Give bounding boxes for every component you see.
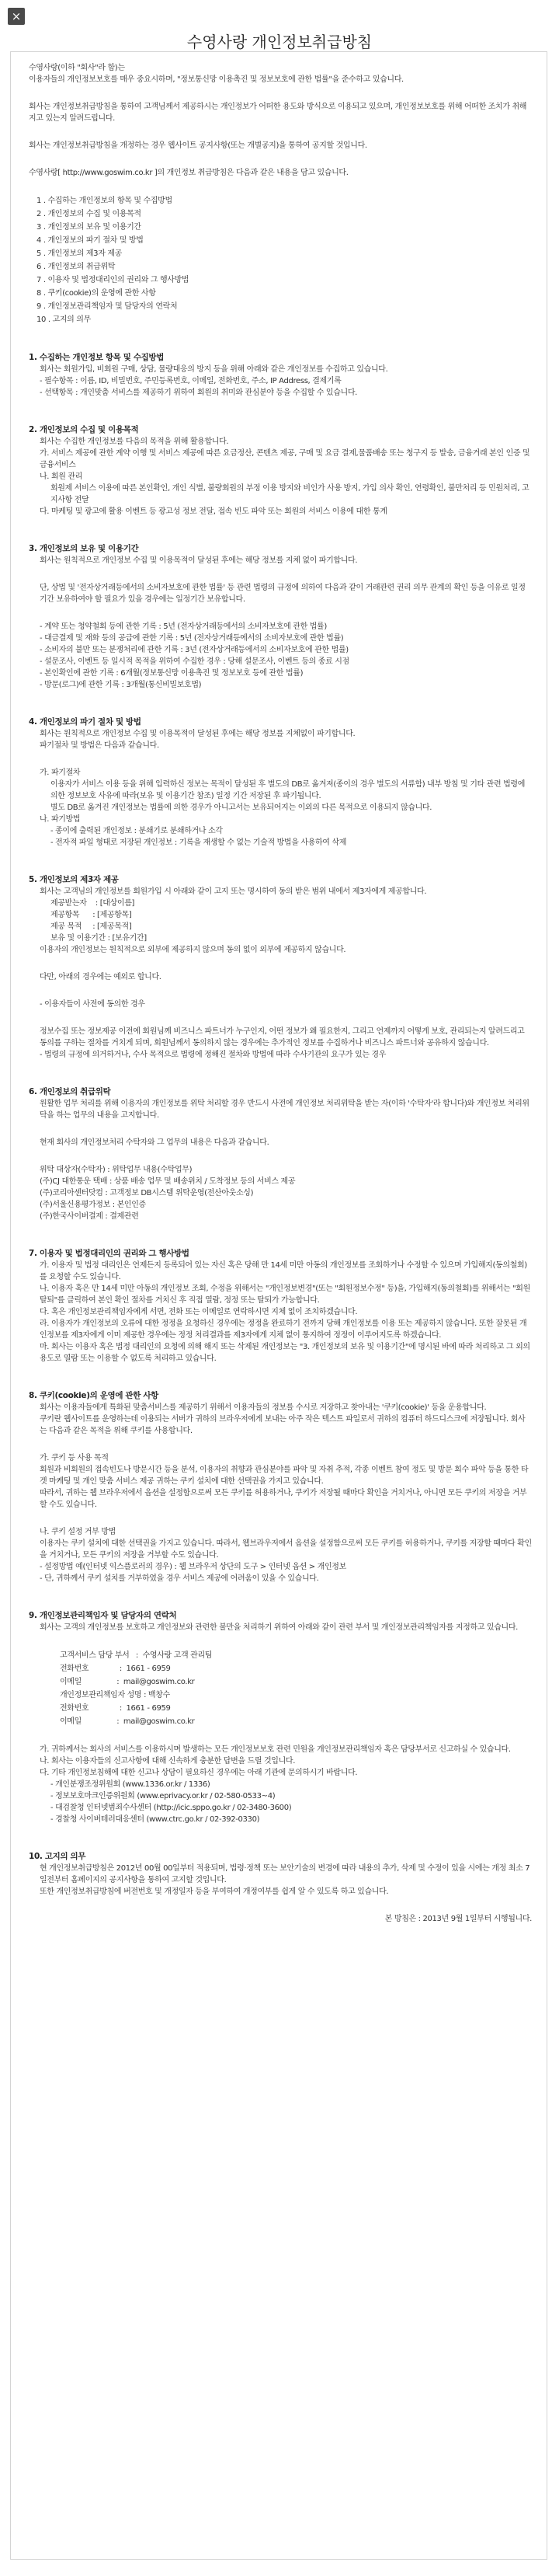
section-title: 3. 개인정보의 보유 및 이용기간 [29,544,139,553]
toc-item[interactable]: 1 . 수집하는 개인정보의 항목 및 수집방법 [36,197,172,205]
section-line: - 종이에 출력된 개인정보 : 분쇄기로 분쇄하거나 소각 [50,827,223,835]
policy-content [29,62,532,1925]
effective-date: 본 방침은 : 2013년 9월 1일부터 시행됩니다. [384,1915,532,1923]
section-3 [29,543,532,691]
section-line: 위탁 대상자(수탁자) : 위탁업무 내용(수탁업무) [40,1166,193,1174]
contact-block [29,1649,532,1728]
section-9 [29,1610,532,1825]
section-line: 별도 DB로 옮겨진 개인정보는 법률에 의한 경우가 아니고서는 보유되어지는 이외의 다른 목적으로 이용되지 않습니다. [50,803,432,812]
section-line: - 본인확인에 관한 기록 : 6개월(정보통신망 이용촉진 및 정보보호 등에 관한 법률) [40,669,304,678]
section-line: 회사는 수집한 개인정보를 다음의 목적을 위해 활용합니다. [40,437,229,446]
contact-line: 전화번호 : 1661 - 6959 [60,1664,171,1673]
section-line: 가. 이용자 및 법정 대리인은 언제든지 등록되어 있는 자신 혹은 당해 만 14세 미만 아동의 개인정보를 조회하거나 수정할 수 있으며 가입해지(동의철회)를 요청할 수도 있습니다. [40,1261,527,1281]
section-title: 1. 수집하는 개인정보 항목 및 수집방법 [29,353,165,362]
section-5 [29,874,532,1061]
intro-line: 이용자들의 개인정보보호를 매우 중요시하며, "정보통신망 이용촉진 및 정보보호에 관한 법률"을 준수하고 있습니다. [29,75,404,84]
section-line: - 계약 또는 청약철회 등에 관한 기록 : 5년 (전자상거래등에서의 소비자보호에 관한 법률) [40,622,327,631]
section-line: 다. 마케팅 및 광고에 활용 이벤트 등 광고성 정보 전달, 접속 빈도 파악 또는 회원의 서비스 이용에 대한 통계 [40,507,387,516]
section-2 [29,424,532,518]
section-line: 회원제 서비스 이용에 따른 본인확인, 개인 식별, 불량회원의 부정 이용 방지와 비인가 사용 방지, 가입 의사 확인, 연령확인, 불만처리 등 민원처리, 고지사항 전달 [50,484,529,504]
section-title: 2. 개인정보의 수집 및 이용목적 [29,425,139,434]
section-line: (주)한국사이버결제 : 결제관련 [40,1212,139,1221]
section-line: 파기절차 및 방법은 다음과 같습니다. [40,741,159,750]
section-line: 보유 및 이용기간 : [보유기간] [50,934,147,943]
section-10 [29,1851,532,1925]
section-line: - 방문(로그)에 관한 기록 : 3개월(통신비밀보호법) [40,681,202,689]
section-line: 회원과 비회원의 접속빈도나 방문시간 등을 분석, 이용자의 취향과 관심분야를 파악 및 자취 추적, 각종 이벤트 참여 정도 및 방문 회수 파악 등을 통한 타겟 마케팅 및 개인 맞춤 서비스 제공 귀하는 쿠키 설치에 대한 선택권을 가지고 있습니다. [40,1466,529,1486]
toc-item[interactable]: 7 . 이용자 및 법정대리인의 권리와 그 행사방법 [36,276,189,284]
section-line: - 필수항목 : 이름, ID, 비밀번호, 주민등록번호, 이메일, 전화번호, 주소, IP Address, 결제기록 [40,377,342,385]
section-line: 마. 회사는 이용자 혹은 법정 대리인의 요청에 의해 해지 또는 삭제된 개인정보는 "3. 개인정보의 보유 및 이용기간"에 명시된 바에 따라 처리하고 그 외의 용도로 열람 또는 이용할 수 없도록 처리하고 있습니다. [40,1343,533,1363]
section-line: 쿠키란 웹사이트를 운영하는데 이용되는 서버가 귀하의 브라우저에게 보내는 아주 작은 텍스트 파일로서 귀하의 컴퓨터 하드디스크에 저장됩니다. 회사는 다음과 같은 목적을 위해 쿠키를 사용합니다. [40,1415,526,1435]
section-line: 현재 회사의 개인정보처리 수탁자와 그 업무의 내용은 다음과 같습니다. [40,1138,269,1147]
section-line: 회사는 이용자들에게 특화된 맞춤서비스를 제공하기 위해서 이용자들의 정보를 수시로 저장하고 찾아내는 '쿠키(cookie)' 등을 운용합니다. [40,1403,487,1412]
section-line: 다. 기타 개인정보침해에 대한 신고나 상담이 필요하신 경우에는 아래 기관에 문의하시기 바랍니다. [40,1769,358,1777]
section-line: (주)서울신용평가정보 : 본인인증 [40,1201,146,1209]
section-line: 가. 쿠키 등 사용 목적 [40,1454,109,1462]
toc-item[interactable]: 4 . 개인정보의 파기 절차 및 방법 [36,236,144,245]
toc-item[interactable]: 5 . 개인정보의 제3자 제공 [36,249,122,258]
section-line: - 전자적 파일 형태로 저장된 개인정보 : 기록을 재생할 수 없는 기술적 방법을 사용하여 삭제 [50,838,347,847]
section-line: - 단, 귀하께서 쿠키 설치를 거부하였을 경우 서비스 제공에 어려움이 있을 수 있습니다. [40,1574,319,1583]
section-line: 회사는 고객의 개인정보를 보호하고 개인정보와 관련한 불만을 처리하기 위하여 아래와 같이 관련 부서 및 개인정보관리책임자를 지정하고 있습니다. [40,1623,518,1632]
section-1 [29,352,532,399]
section-title: 5. 개인정보의 제3자 제공 [29,875,119,884]
section-title: 10. 고지의 의무 [29,1852,86,1861]
org-link[interactable]: - 정보보호마크인증위원회 (www.eprivacy.or.kr / 02-580-0533~4) [50,1792,276,1800]
contact-line: 전화번호 : 1661 - 6959 [60,1704,171,1713]
section-line: - 설정방법 예(인터넷 익스플로러의 경우) : 웹 브라우저 상단의 도구 > 인터넷 옵션 > 개인정보 [40,1563,346,1571]
intro-line: 수영사랑[ http://www.goswim.co.kr ]의 개인정보 취급방침은 다음과 같은 내용을 담고 있습니다. [29,169,349,177]
section-line: 제공받는자 : [대상이름] [50,899,135,908]
section-line: 나. 회원 관리 [40,472,83,481]
section-line: 회사는 원칙적으로 개인정보 수집 및 이용목적이 달성된 후에는 해당 정보를 지체없이 파기합니다. [40,730,356,738]
contact-line: 고객서비스 담당 부서 : 수영사랑 고객 관리팀 [60,1651,213,1660]
section-line: 나. 쿠키 설정 거부 방법 [40,1528,116,1536]
section-line: 또한 개인정보취급방침에 버전번호 및 개정일자 등을 부여하여 개정여부를 쉽게 알 수 있도록 하고 있습니다. [40,1888,389,1896]
section-4 [29,716,532,849]
section-line: 단, 상법 및 '전자상거래등에서의 소비자보호에 관한 법률' 등 관련 법령의 규정에 의하여 다음과 같이 거래관련 권리 의무 관계의 확인 등을 이유로 일정기간 보유하여야 할 필요가 있을 경우에는 일정기간 보유합니다. [40,584,526,604]
org-link[interactable]: - 대검찰청 인터넷범죄수사센터 (http://icic.sppo.go.kr / 02-3480-3600) [50,1804,292,1812]
section-line: 가. 귀하께서는 회사의 서비스를 이용하시며 발생하는 모든 개인정보보호 관련 민원을 개인정보관리책임자 혹은 담당부서로 신고하실 수 있습니다. [40,1745,511,1754]
section-line: 이용자는 쿠키 설치에 대한 선택권을 가지고 있습니다. 따라서, 웹브라우저에서 옵션을 설정함으로써 모든 쿠키를 허용하거나, 쿠키를 저장할 때마다 확인을 거치거나, 모든 쿠키의 저장을 거부할 수도 있습니다. [40,1539,532,1560]
section-8 [29,1390,532,1584]
section-line: (주)CJ 대한통운 택배 : 상품 배송 업무 및 배송위치 / 도착정보 등의 서비스 제공 [40,1177,296,1186]
org-link[interactable]: - 개인분쟁조정위원회 (www.1336.or.kr / 1336) [50,1780,210,1789]
section-line: 라. 이용자가 개인정보의 오류에 대한 정정을 요청하신 경우에는 정정을 완료하기 전까지 당해 개인정보를 이용 또는 제공하지 않습니다. 또한 잘못된 개인정보를 제3자에게 이미 제공한 경우에는 정정 처리결과를 제3자에게 지체 없이 통지하여 정정이 이루어지도록 하겠습니다. [40,1319,527,1340]
section-line: 이용자의 개인정보는 원칙적으로 외부에 제공하지 않으며 동의 없이 외부에 제공하지 않습니다. [40,946,346,954]
section-line: 회사는 원칙적으로 개인정보 수집 및 이용목적이 달성된 후에는 해당 정보를 지체 없이 파기합니다. [40,556,358,565]
table-of-contents [29,194,532,326]
section-line: 원활한 업무 처리를 위해 이용자의 개인정보를 위탁 처리할 경우 반드시 사전에 개인정보 처리위탁을 받는 자(이하 '수탁자'라 합니다)와 개인정보 처리위탁을 하는 업무의 내용을 고지합니다. [40,1100,529,1120]
section-line: 가. 서비스 제공에 관한 계약 이행 및 서비스 제공에 따른 요금정산, 콘텐츠 제공, 구매 및 요금 결제,물품배송 또는 청구지 등 발송, 금융거래 본인 인증 및 금융서비스 [40,449,533,469]
section-line: 다. 혹은 개인정보관리책임자에게 서면, 전화 또는 이메일로 연락하시면 지체 없이 조치하겠습니다. [40,1308,358,1316]
intro-line: 회사는 개인정보취급방침을 개정하는 경우 웹사이트 공지사항(또는 개별공지)을 통하여 공지할 것입니다. [29,141,367,150]
section-line: 제공 목적 : [제공목적] [50,922,132,931]
intro-line: 회사는 개인정보취급방침을 통하여 고객님께서 제공하시는 개인정보가 어떠한 용도와 방식으로 이용되고 있으며, 개인정보보호를 위해 어떠한 조치가 취해지고 있는지 알려드립니다. [29,103,527,123]
section-title: 7. 이용자 및 법정대리인의 권리와 그 행사방법 [29,1249,189,1258]
section-line: 이용자가 서비스 이용 등을 위해 입력하신 정보는 목적이 달성된 후 별도의 DB로 옮겨져(종이의 경우 별도의 서류함) 내부 방침 및 기타 관련 법령에 의한 정보보호 사유에 따라(보유 및 이용기간 참조) 일정 기간 저장된 후 파기됩니다. [50,780,527,800]
section-line: - 설문조사, 이벤트 등 일시적 목적을 위하여 수집한 경우 : 당해 설문조사, 이벤트 등의 종료 시점 [40,657,349,666]
section-line: (주)코리아센터닷컴 : 고객정보 DB시스템 위탁운영(전산아웃소싱) [40,1189,254,1197]
section-line: - 이용자들이 사전에 동의한 경우 [40,1000,145,1009]
section-line: 나. 회사는 이용자들의 신고사항에 대해 신속하게 충분한 답변을 드릴 것입니다. [40,1757,296,1766]
intro-line: 수영사랑(이하 "회사"라 함)는 [29,64,125,72]
section-6 [29,1086,532,1222]
section-line: 회사는 고객님의 개인정보를 회원가입 시 아래와 같이 고지 또는 명시하여 동의 받은 범위 내에서 제3자에게 제공합니다. [40,887,427,896]
section-line: 나. 이용자 혹은 만 14세 미만 아동의 개인정보 조회, 수정을 위해서는 "개인정보변경"(또는 "회원정보수정" 등)을, 가입해지(동의철회)를 위해서는 "회원탈퇴"를 클릭하여 본인 확인 절차를 거치신 후 직접 열람, 정정 또는 탈퇴가 가능합니다. [40,1285,530,1305]
page-title: 수영사랑 개인정보취급방침 [186,33,373,51]
section-line: 따라서, 귀하는 웹 브라우저에서 옵션을 설정함으로써 모든 쿠키를 허용하거나, 쿠키가 저장될 때마다 확인을 거치거나, 아니면 모든 쿠키의 저장을 거부할 수도 있습니다. [40,1489,527,1509]
section-title: 6. 개인정보의 취급위탁 [29,1087,111,1096]
section-line: 나. 파기방법 [40,815,81,824]
toc-item[interactable]: 6 . 개인정보의 취급위탁 [36,263,116,271]
section-line: 제공항목 : [제공항목] [50,911,132,919]
section-title: 8. 쿠키(cookie)의 운영에 관한 사항 [29,1391,158,1400]
toc-item[interactable]: 2 . 개인정보의 수집 및 이용목적 [36,210,141,218]
contact-email[interactable]: 이메일 : mail@goswim.co.kr [60,1717,195,1726]
section-7 [29,1248,532,1365]
section-line: - 소비자의 불만 또는 분쟁처리에 관한 기록 : 3년 (전자상거래등에서의 소비자보호에 관한 법률) [40,646,349,654]
section-line: 다만, 아래의 경우에는 예외로 합니다. [40,973,161,981]
section-line: 정보수집 또는 정보제공 이전에 회원님께 비즈니스 파트너가 누구인지, 어떤 정보가 왜 필요한지, 그리고 언제까지 어떻게 보호, 관리되는지 알려드리고 동의를 구하는 절차를 거치게 되며, 회원님께서 동의하지 않는 경우에는 추가적인 정보를 수집하거나 비즈니스 파트너와 공유하지 않습니다. [40,1027,527,1047]
section-line: 현 개인정보취급방침은 2012년 00월 00일부터 적용되며, 법령·정책 또는 보안기술의 변경에 따라 내용의 추가, 삭제 및 수정이 있을 시에는 개정 최소 7일전부터 홈페이지의 공지사항을 통하여 고지할 것입니다. [40,1864,530,1884]
toc-item[interactable]: 3 . 개인정보의 보유 및 이용기간 [36,223,141,232]
section-line: - 법령의 규정에 의거하거나, 수사 목적으로 법령에 정해진 절차와 방법에 따라 수사기관의 요구가 있는 경우 [40,1051,387,1059]
section-title: 4. 개인정보의 파기 절차 및 방법 [29,717,141,727]
contact-line: 개인정보관리책임자 성명 : 백창수 [60,1691,170,1699]
section-line: 회사는 회원가입, 비회원 구매, 상담, 물량대응의 방지 등을 위해 아래와 같은 개인정보를 수집하고 있습니다. [40,365,388,374]
section-title: 9. 개인정보관리책임자 및 담당자의 연락처 [29,1611,177,1620]
toc-item[interactable]: 10 . 고지의 의무 [36,315,91,324]
toc-item[interactable]: 8 . 쿠키(cookie)의 운영에 관한 사항 [36,289,156,298]
close-icon[interactable]: × [8,8,25,25]
section-line: 가. 파기절차 [40,769,81,777]
org-link[interactable]: - 경찰청 사이버테러대응센터 (www.ctrc.go.kr / 02-392-0330) [50,1815,260,1824]
section-line: - 대금결제 및 재화 등의 공급에 관한 기록 : 5년 (전자상거래등에서의 소비자보호에 관한 법률) [40,634,344,643]
contact-email[interactable]: 이메일 : mail@goswim.co.kr [60,1678,195,1686]
intro [29,62,532,179]
section-line: - 선택항목 : 개인맞춤 서비스를 제공하기 위하여 회원의 취미와 관심분야 등을 수집할 수 있습니다. [40,389,357,397]
toc-item[interactable]: 9 . 개인정보관리책임자 및 담당자의 연락처 [36,302,178,311]
